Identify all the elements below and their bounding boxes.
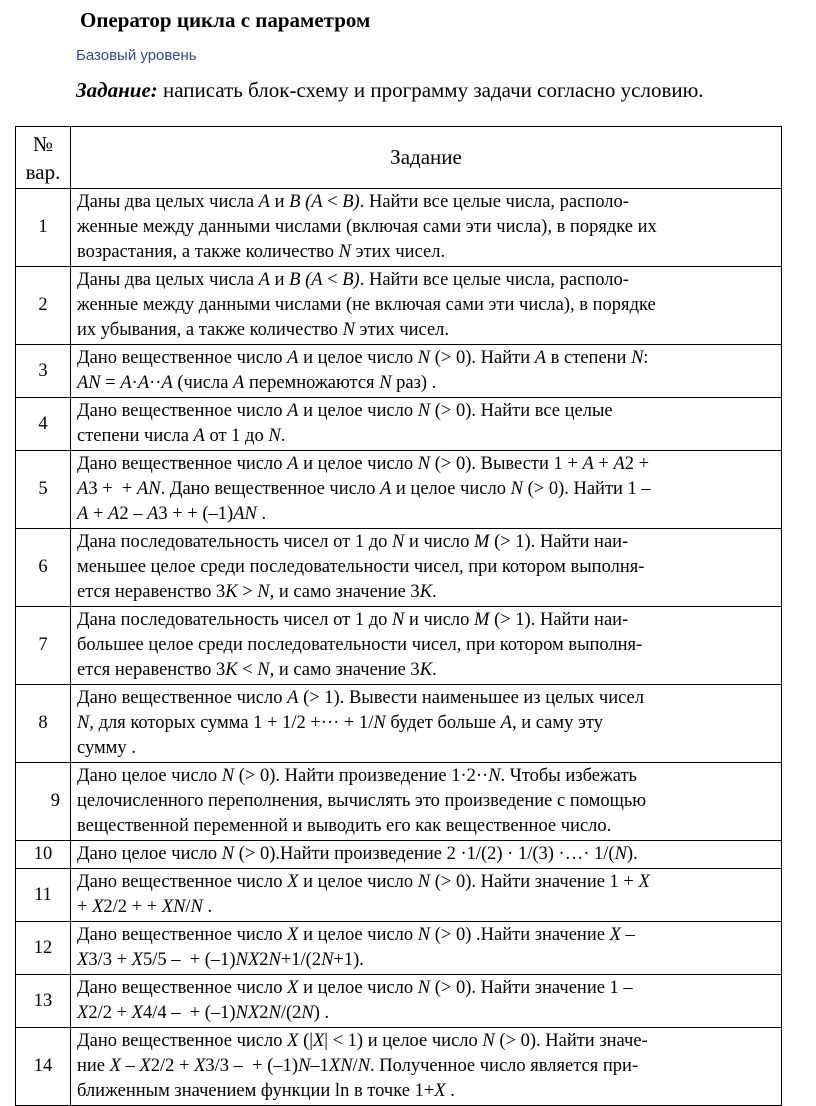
variant-number: 8: [16, 685, 71, 763]
table-row: [16, 345, 782, 398]
variant-number: 14: [16, 1028, 71, 1106]
task-text-cell: Дано вещественное число A и целое число N (> 0). Найти A в степени N: AN = A·A··A (числа A перемножаются N раз) .: [71, 345, 782, 398]
variant-number: 10: [16, 841, 71, 869]
table-row: [16, 685, 782, 763]
variant-number: 1: [16, 189, 71, 267]
task-label: Задание:: [76, 78, 158, 102]
variant-number: 9: [16, 763, 71, 841]
task-text-cell: Дано целое число N (> 0).Найти произведение 2 ·1/(2) · 1/(3) ·…· 1/(N).: [71, 841, 782, 869]
table-row: [16, 869, 782, 922]
variant-number: 5: [16, 451, 71, 529]
table-row: [16, 922, 782, 975]
task-text: написать блок-схему и программу задачи согласно условию.: [157, 78, 704, 102]
variant-number: 7: [16, 607, 71, 685]
task-instruction: [76, 78, 704, 103]
table-row: [16, 607, 782, 685]
variant-number: 2: [16, 267, 71, 345]
variant-number: 13: [16, 975, 71, 1028]
variant-number: 11: [16, 869, 71, 922]
table-row: [16, 529, 782, 607]
task-text-cell: Дана последовательность чисел от 1 до N и число M (> 1). Найти наи- меньшее целое среди последовательности чисел, при котором выполня- ется неравенство 3K > N, и само значение 3K.: [71, 529, 782, 607]
table-row: [16, 398, 782, 451]
task-text-cell: Дано вещественное число X (|X| < 1) и целое число N (> 0). Найти значе- ние X – X2/2 + X3/3 – + (–1)N–1XN/N. Полученное число является при- ближенным значением функции ln в точке 1+X .: [71, 1028, 782, 1106]
table-row: [16, 841, 782, 869]
task-text-cell: Дано целое число N (> 0). Найти произведение 1·2··N. Чтобы избежать целочисленного переполнения, вычислять это произведение с помощью вещественной переменной и выводить его как вещественное число.: [71, 763, 782, 841]
table-row: [16, 1028, 782, 1106]
table-row: [16, 189, 782, 267]
level-label: Базовый уровень: [76, 47, 197, 64]
table-row: [16, 975, 782, 1028]
task-text-cell: Дано вещественное число A и целое число N (> 0). Вывести 1 + A + A2 + A3 + + AN. Дано вещественное число A и целое число N (> 0). Найти 1 – A + A2 – A3 + + (–1)AN .: [71, 451, 782, 529]
column-header-number: № вар.: [16, 127, 71, 189]
variant-number: 3: [16, 345, 71, 398]
task-text-cell: Дано вещественное число X и целое число N (> 0). Найти значение 1 + X + X2/2 + + XN/N .: [71, 869, 782, 922]
variant-number: 4: [16, 398, 71, 451]
task-text-cell: Дана последовательность чисел от 1 до N и число M (> 1). Найти наи- большее целое среди последовательности чисел, при котором выполня- ется неравенство 3K < N, и само значение 3K.: [71, 607, 782, 685]
task-text-cell: Даны два целых числа A и B (A < B). Найти все целые числа, располо- женные между данными числами (не включая сами эти числа), в порядке их убывания, а также количество N этих чисел.: [71, 267, 782, 345]
table-row: [16, 763, 782, 841]
page-title: Оператор цикла с параметром: [80, 8, 371, 32]
column-header-task: Задание: [71, 127, 782, 189]
tasks-table: [15, 126, 782, 1106]
task-text-cell: Дано вещественное число X и целое число N (> 0). Найти значение 1 – X2/2 + X4/4 – + (–1)NX2N/(2N) .: [71, 975, 782, 1028]
task-text-cell: Дано вещественное число X и целое число N (> 0) .Найти значение X – X3/3 + X5/5 – + (–1)NX2N+1/(2N+1).: [71, 922, 782, 975]
table-row: [16, 451, 782, 529]
variant-number: 6: [16, 529, 71, 607]
task-text-cell: Дано вещественное число A и целое число N (> 0). Найти все целые степени числа A от 1 до N.: [71, 398, 782, 451]
task-text-cell: Даны два целых числа A и B (A < B). Найти все целые числа, располо- женные между данными числами (включая сами эти числа), в порядке их возрастания, а также количество N этих чисел.: [71, 189, 782, 267]
table-row: [16, 267, 782, 345]
variant-number: 12: [16, 922, 71, 975]
task-text-cell: Дано вещественное число A (> 1). Вывести наименьшее из целых чисел N, для которых сумма 1 + 1/2 +··· + 1/N будет больше A, и саму эту сумму .: [71, 685, 782, 763]
